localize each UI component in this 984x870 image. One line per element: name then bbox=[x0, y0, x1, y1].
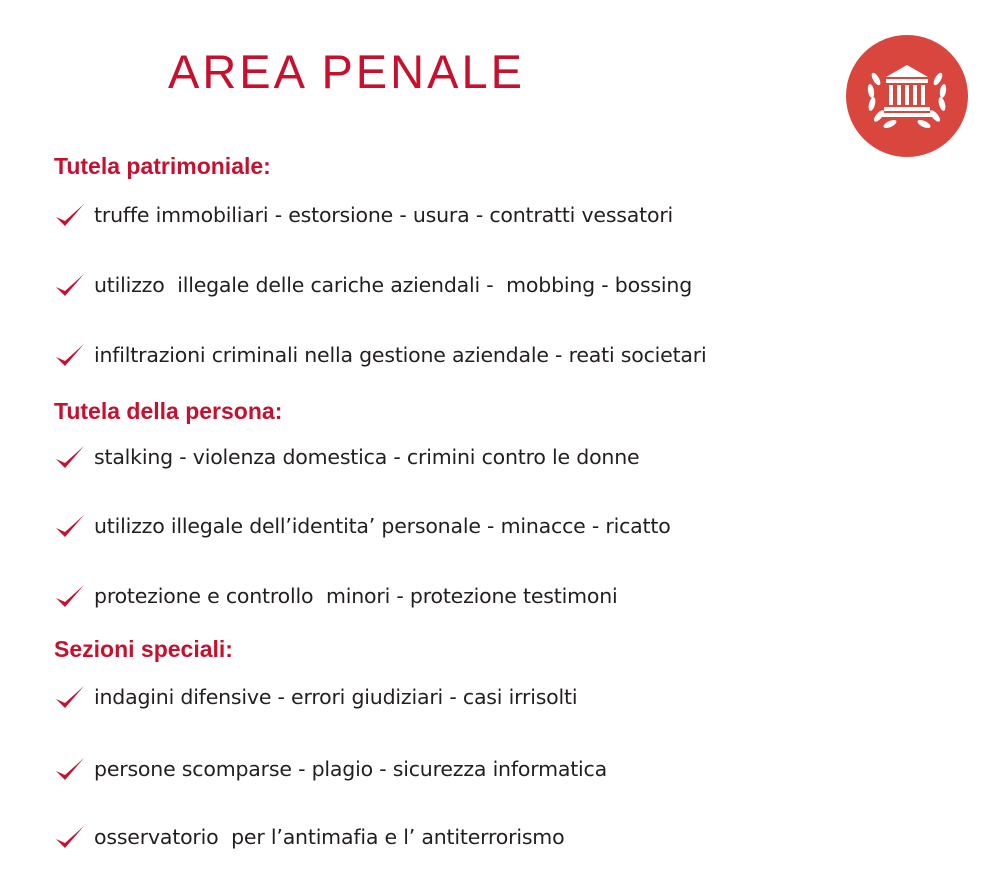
list-item: infiltrazioni criminali nella gestione aziendale - reati societari bbox=[54, 338, 707, 372]
list-item: persone scomparse - plagio - sicurezza informatica bbox=[54, 752, 607, 786]
list-item: protezione e controllo minori - protezione testimoni bbox=[54, 579, 617, 613]
checkmark-icon bbox=[54, 444, 86, 470]
list-item: stalking - violenza domestica - crimini contro le donne bbox=[54, 440, 639, 474]
list-item: utilizzo illegale dell’identita’ personale - minacce - ricatto bbox=[54, 509, 671, 543]
checkmark-icon bbox=[54, 583, 86, 609]
page-title: AREA PENALE bbox=[168, 45, 525, 98]
checkmark-icon bbox=[54, 342, 86, 368]
checkmark-icon bbox=[54, 272, 86, 298]
list-item: indagini difensive - errori giudiziari - casi irrisolti bbox=[54, 680, 577, 714]
section-title-sezioni-speciali: Sezioni speciali: bbox=[54, 636, 233, 662]
checkmark-icon bbox=[54, 684, 86, 710]
checkmark-icon bbox=[54, 202, 86, 228]
courthouse-laurel-icon bbox=[846, 35, 968, 157]
list-item: truffe immobiliari - estorsione - usura - contratti vessatori bbox=[54, 198, 673, 232]
checkmark-icon bbox=[54, 824, 86, 850]
section-title-tutela-della-persona: Tutela della persona: bbox=[54, 398, 283, 424]
section-title-tutela-patrimoniale: Tutela patrimoniale: bbox=[54, 153, 271, 179]
list-item: utilizzo illegale delle cariche aziendali - mobbing - bossing bbox=[54, 268, 692, 302]
checkmark-icon bbox=[54, 756, 86, 782]
checkmark-icon bbox=[54, 513, 86, 539]
list-item: osservatorio per l’antimafia e l’ antiterrorismo bbox=[54, 820, 564, 854]
